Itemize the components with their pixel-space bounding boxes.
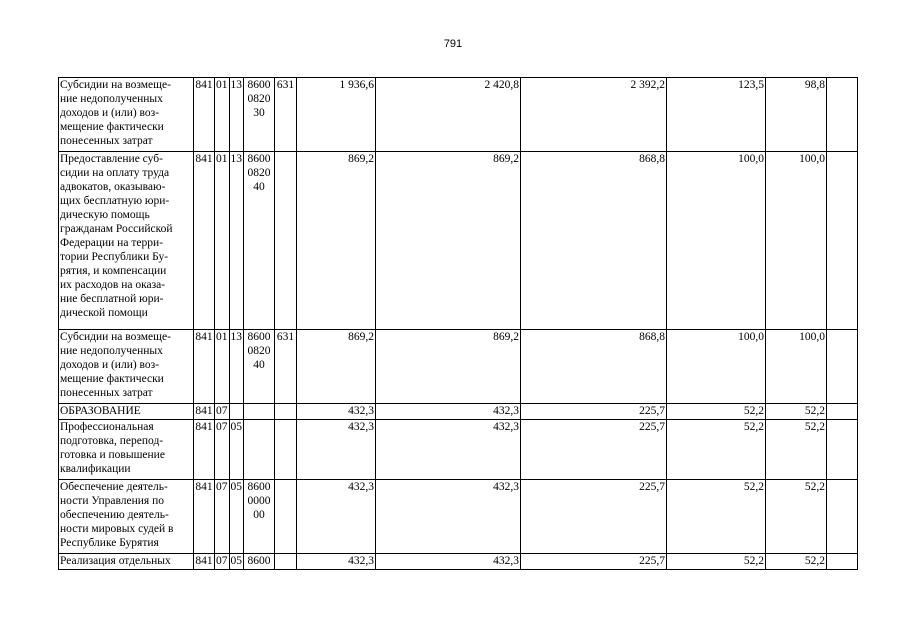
row-name: Субсидии на возмеще- ние недополученных доходов и (или) воз- мещение фактически понесенных затрат [59, 78, 194, 152]
code-csr: 8600 0820 30 [244, 78, 275, 152]
table-row [59, 152, 858, 330]
row-name: Предоставление суб- сидии на оплату труда адвокатов, оказываю- щих бесплатную юри- дическую помощь гражданам Российской Федерации на терри- тории Республики Бу- рятия, и компенсации их расходов на оказа- ние бесплатной юри- дической помощи [59, 152, 194, 330]
value-refined: 432,3 [376, 420, 521, 480]
value-pct-plan: 52,2 [667, 404, 766, 420]
value-actual: 868,8 [521, 330, 667, 404]
code-ved: 841 [194, 480, 215, 554]
value-plan: 869,2 [297, 330, 376, 404]
code-csr: 8600 0000 00 [244, 480, 275, 554]
code-vr [275, 480, 297, 554]
code-pr: 05 [229, 420, 244, 480]
value-pct-refined: 52,2 [766, 420, 827, 480]
code-rz: 07 [215, 420, 230, 480]
table-row [59, 554, 858, 570]
table-row [59, 420, 858, 480]
code-vr [275, 420, 297, 480]
code-vr: 631 [275, 78, 297, 152]
code-ved: 841 [194, 78, 215, 152]
value-pct-refined: 52,2 [766, 480, 827, 554]
code-rz: 07 [215, 554, 230, 570]
code-rz: 01 [215, 152, 230, 330]
value-pct-plan: 100,0 [667, 330, 766, 404]
value-actual: 225,7 [521, 480, 667, 554]
code-pr: 05 [229, 554, 244, 570]
code-rz: 07 [215, 404, 230, 420]
table-row [59, 78, 858, 152]
value-pct-refined: 100,0 [766, 330, 827, 404]
code-rz: 07 [215, 480, 230, 554]
code-ved: 841 [194, 152, 215, 330]
empty-cell [827, 330, 858, 404]
value-refined: 2 420,8 [376, 78, 521, 152]
empty-cell [827, 404, 858, 420]
value-pct-plan: 123,5 [667, 78, 766, 152]
value-actual: 225,7 [521, 554, 667, 570]
code-csr: 8600 [244, 554, 275, 570]
value-pct-plan: 52,2 [667, 480, 766, 554]
code-vr [275, 554, 297, 570]
table-row [59, 480, 858, 554]
row-name: ОБРАЗОВАНИЕ [59, 404, 194, 420]
value-actual: 2 392,2 [521, 78, 667, 152]
code-ved: 841 [194, 330, 215, 404]
code-ved: 841 [194, 554, 215, 570]
value-refined: 869,2 [376, 152, 521, 330]
row-name: Профессиональная подготовка, перепод- готовка и повышение квалификации [59, 420, 194, 480]
value-plan: 432,3 [297, 420, 376, 480]
value-refined: 869,2 [376, 330, 521, 404]
empty-cell [827, 480, 858, 554]
empty-cell [827, 78, 858, 152]
page-number: 791 [443, 38, 463, 50]
table-row [59, 404, 858, 420]
code-pr [229, 404, 244, 420]
value-plan: 432,3 [297, 554, 376, 570]
value-actual: 225,7 [521, 404, 667, 420]
value-pct-plan: 100,0 [667, 152, 766, 330]
code-pr: 13 [229, 152, 244, 330]
value-pct-plan: 52,2 [667, 420, 766, 480]
value-pct-refined: 100,0 [766, 152, 827, 330]
code-vr [275, 404, 297, 420]
value-pct-refined: 98,8 [766, 78, 827, 152]
value-pct-refined: 52,2 [766, 554, 827, 570]
code-vr [275, 152, 297, 330]
code-pr: 05 [229, 480, 244, 554]
code-csr: 8600 0820 40 [244, 152, 275, 330]
value-plan: 432,3 [297, 480, 376, 554]
empty-cell [827, 152, 858, 330]
value-pct-refined: 52,2 [766, 404, 827, 420]
code-rz: 01 [215, 78, 230, 152]
value-plan: 432,3 [297, 404, 376, 420]
empty-cell [827, 554, 858, 570]
value-refined: 432,3 [376, 554, 521, 570]
code-pr: 13 [229, 330, 244, 404]
value-refined: 432,3 [376, 404, 521, 420]
value-pct-plan: 52,2 [667, 554, 766, 570]
code-csr: 8600 0820 40 [244, 330, 275, 404]
code-csr [244, 404, 275, 420]
code-ved: 841 [194, 404, 215, 420]
value-actual: 225,7 [521, 420, 667, 480]
empty-cell [827, 420, 858, 480]
value-plan: 869,2 [297, 152, 376, 330]
table-row [59, 330, 858, 404]
budget-table [58, 77, 858, 570]
code-rz: 01 [215, 330, 230, 404]
code-vr: 631 [275, 330, 297, 404]
value-actual: 868,8 [521, 152, 667, 330]
value-plan: 1 936,6 [297, 78, 376, 152]
row-name: Субсидии на возмеще- ние недополученных доходов и (или) воз- мещение фактически понесенных затрат [59, 330, 194, 404]
row-name: Обеспечение деятель- ности Управления по обеспечению деятель- ности мировых судей в Республике Бурятия [59, 480, 194, 554]
row-name: Реализация отдельных [59, 554, 194, 570]
code-ved: 841 [194, 420, 215, 480]
code-pr: 13 [229, 78, 244, 152]
code-csr [244, 420, 275, 480]
value-refined: 432,3 [376, 480, 521, 554]
